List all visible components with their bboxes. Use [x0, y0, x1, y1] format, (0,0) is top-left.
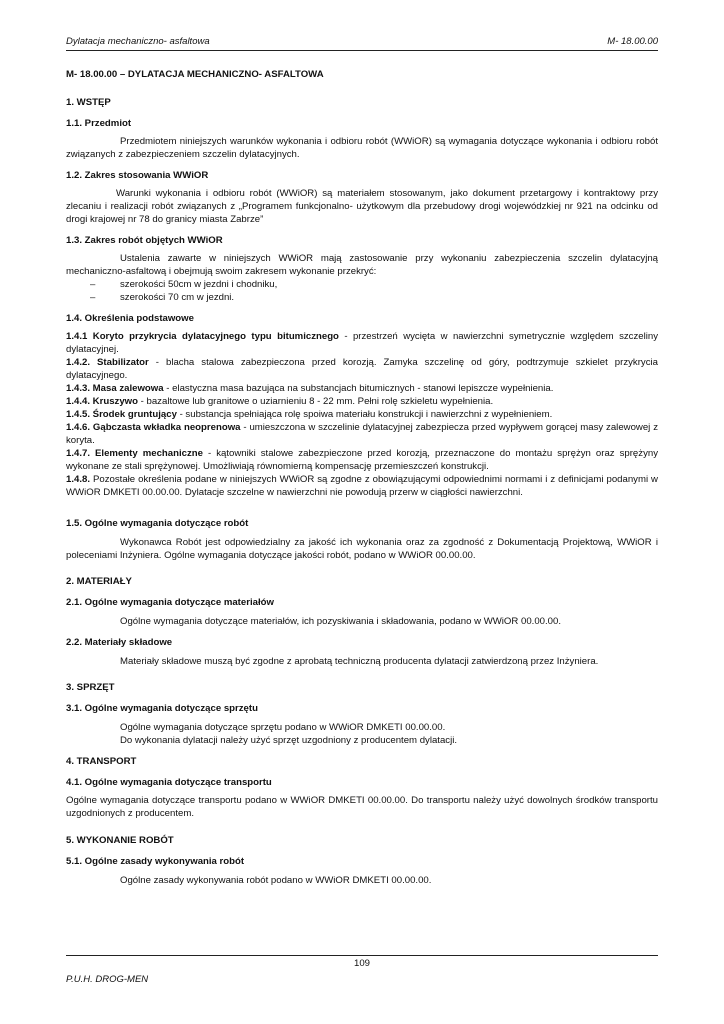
- definition-text: - bazaltowe lub granitowe o uziarnieniu 8 - 22 mm. Pełni rolę szkieletu wypełnienia.: [137, 396, 494, 407]
- definition-term: 1.4.3. Masa zalewowa: [66, 383, 164, 394]
- definitions-list: [66, 330, 658, 499]
- section-1-3-text: Ustalenia zawarte w niniejszych WWiOR mają zastosowanie przy wykonaniu zabezpieczenia szczelin dylatacyjną mechaniczno-asfaltową i obejmują swoim zakresem wykonanie przekryć:: [66, 253, 658, 277]
- definition-item: [66, 473, 658, 499]
- header-spec-code: M- 18.00.00: [607, 36, 658, 47]
- list-item: [66, 291, 658, 304]
- definition-item: [66, 395, 658, 408]
- definition-text: - przestrzeń wycięta w nawierzchni symetrycznie względem szczeliny dylatacyjnej.: [66, 331, 658, 355]
- section-1-2-text: Warunki wykonania i odbioru robót (WWiOR) są materiałem stosowanym, jako dokument przetargowy i kontraktowy przy zlecaniu i realizacji robót związanych z „Programem funkcjonalno- użytkowym dla przebudowy drogi wojewódzkiej nr 921 na odcinku od drogi krajowej nr 78 do granicy miasta Zabrze”: [66, 188, 658, 225]
- section-5-1-heading: 5.1. Ogólne zasady wykonywania robót: [66, 856, 245, 867]
- section-4-1-heading: 4.1. Ogólne wymagania dotyczące transportu: [66, 777, 272, 788]
- section-2-heading: 2. MATERIAŁY: [66, 576, 132, 587]
- definition-term: 1.4.6. Gąbczasta wkładka neoprenowa: [66, 422, 241, 433]
- definition-item: [66, 408, 658, 421]
- section-2-1-heading: 2.1. Ogólne wymagania dotyczące materiałów: [66, 597, 274, 608]
- section-3-1-heading: 3.1. Ogólne wymagania dotyczące sprzętu: [66, 703, 258, 714]
- section-1-5-heading: 1.5. Ogólne wymagania dotyczące robót: [66, 518, 249, 529]
- definition-term: 1.4.5. Środek gruntujący: [66, 409, 177, 420]
- list-item-text: szerokości 50cm w jezdni i chodniku,: [120, 279, 278, 290]
- list-item-text: szerokości 70 cm w jezdni.: [120, 292, 235, 303]
- section-2-1-text: Ogólne wymagania dotyczące materiałów, ich pozyskiwania i składowania, podano w WWiOR 00.00.00.: [120, 616, 561, 627]
- section-1-5-text: Wykonawca Robót jest odpowiedzialny za jakość ich wykonania oraz za zgodność z Dokumentacją Projektową, WWiOR i poleceniami Inżyniera. Ogólne wymagania dotyczące jakości robót, podano w WWiOR 00.00.00.: [66, 537, 658, 561]
- definition-item: [66, 356, 658, 382]
- page-header: [66, 34, 658, 51]
- list-item: [66, 278, 658, 291]
- definition-item: [66, 330, 658, 356]
- page-number: 109: [353, 958, 370, 969]
- section-3-1-line-1: Ogólne wymagania dotyczące sprzętu podano w WWiOR DMKETI 00.00.00.: [120, 722, 446, 733]
- section-3-1-line-2: Do wykonania dylatacji należy użyć sprzęt uzgodniony z producentem dylatacji.: [120, 735, 458, 746]
- dash-bullet: –: [90, 292, 96, 303]
- definition-item: [66, 447, 658, 473]
- definition-term: 1.4.7. Elementy mechaniczne: [66, 448, 203, 459]
- document-body: [66, 68, 658, 887]
- section-1-heading: 1. WSTĘP: [66, 97, 111, 108]
- footer-divider: [66, 955, 658, 956]
- definition-term: 1.4.4. Kruszywo: [66, 396, 138, 407]
- dash-bullet: –: [90, 279, 96, 290]
- definition-text: Pozostałe określenia podane w niniejszych WWiOR są zgodne z obowiązującymi odpowiednimi normami i z definicjami podanymi w WWiOR DMKETI 00.00.00. Dylatacje szczelne w nawierzchni nie powodują przerw w ciągłości nawierzchni.: [66, 474, 658, 498]
- definition-text: - elastyczna masa bazująca na substancjach bitumicznych - stanowi lepiszcze wypełnienia.: [163, 383, 554, 394]
- definition-term: 1.4.8.: [66, 474, 91, 485]
- section-4-heading: 4. TRANSPORT: [66, 756, 137, 767]
- definition-item: [66, 382, 658, 395]
- section-5-heading: 5. WYKONANIE ROBÓT: [66, 835, 174, 846]
- section-1-3-heading: 1.3. Zakres robót objętych WWiOR: [66, 235, 223, 246]
- section-1-4-heading: 1.4. Określenia podstawowe: [66, 313, 194, 324]
- definition-text: - kątowniki stalowe zabezpieczone przed korozją, przeznaczone do montażu sprężyn oraz sprężyny wykonane ze stali sprężynowej. Umożliwiają równomierną kompensację przemieszczeń konstrukcji.: [66, 448, 658, 472]
- definition-term: 1.4.2. Stabilizator: [66, 357, 149, 368]
- section-1-1-heading: 1.1. Przedmiot: [66, 118, 132, 129]
- section-5-1-text: Ogólne zasady wykonywania robót podano w WWiOR DMKETI 00.00.00.: [120, 875, 432, 886]
- section-1-1-text: Przedmiotem niniejszych warunków wykonania i odbioru robót (WWiOR) są wymagania dotyczące wykonania i odbioru robót związanych z zabezpieczeniem szczelin dylatacyjnych.: [66, 136, 658, 160]
- section-2-2-text: Materiały składowe muszą być zgodne z aprobatą techniczną producenta dylatacji zatwierdzoną przez Inżyniera.: [120, 656, 599, 667]
- document-title: M- 18.00.00 – DYLATACJA MECHANICZNO- ASFALTOWA: [66, 69, 324, 80]
- definition-text: - substancja spełniająca rolę spoiwa materiału konstrukcji i nawierzchni z wypełnieniem.: [176, 409, 553, 420]
- section-3-heading: 3. SPRZĘT: [66, 682, 115, 693]
- definition-item: [66, 421, 658, 447]
- header-document-title: Dylatacja mechaniczno- asfaltowa: [66, 36, 210, 47]
- section-2-2-heading: 2.2. Materiały składowe: [66, 637, 173, 648]
- footer-company: P.U.H. DROG-MEN: [66, 974, 149, 985]
- definition-term: 1.4.1 Koryto przykrycia dylatacyjnego typu bitumicznego: [66, 331, 339, 342]
- definition-text: - umieszczona w szczelinie dylatacyjnej zabezpiecza przed wypływem gorącej masy zalewowej z koryta.: [66, 422, 658, 446]
- definition-text: - blacha stalowa zabezpieczona przed korozją. Zamyka szczelinę od góry, podtrzymuje szkielet przykrycia dylatacyjnego.: [66, 357, 658, 381]
- section-1-2-heading: 1.2. Zakres stosowania WWiOR: [66, 170, 209, 181]
- section-4-1-text: Ogólne wymagania dotyczące transportu podano w WWiOR DMKETI 00.00.00. Do transportu należy użyć dowolnych środków transportu uzgodnionych z producentem.: [66, 795, 658, 819]
